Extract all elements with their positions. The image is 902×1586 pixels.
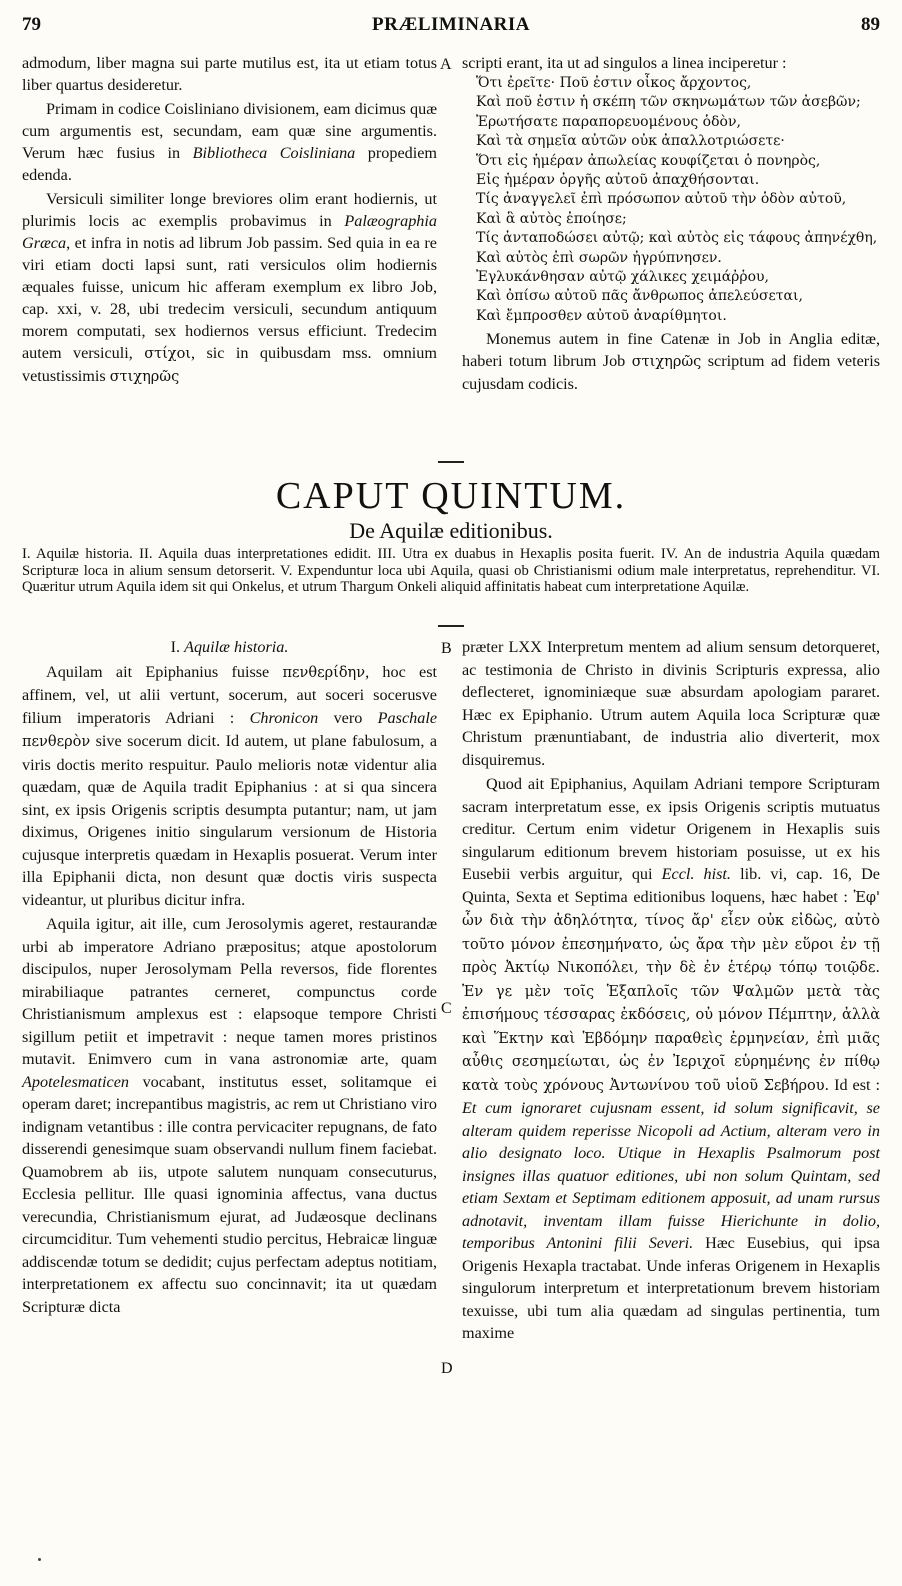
margin-marker-a: A	[440, 56, 452, 73]
margin-marker-d: D	[441, 1360, 453, 1377]
chapter-summary: I. Aquilæ historia. II. Aquila duas interpretationes edidit. III. Utra ex duabus in Hexaplis posita fuerit. IV. An de industria Aquila quædam Scripturæ loca in alium sensum detorserit. V. Expenduntur loca ubi Aquila, quasi ob Christianismi odium male interpretatus, reprehenditur. VI. Quæritur utrum Aquila idem sit qui Onkelus, et utrum Thargum Onkeli aliquid affinitatis habeat cum interpretatione Aquilæ.	[22, 546, 880, 595]
page-number-left: 79	[22, 14, 41, 35]
margin-marker-c: C	[441, 1000, 452, 1017]
paragraph: Aquilam ait Epiphanius fuisse πενθερίδην, hoc est affinem, vel, ut alii vertunt, socerum, aut soceri socerusve filium imperatoris Adriani : Chronicon vero Paschale πενθερὸν sive socerum dicit. Id autem, ut plane fabulosum, a viris doctis merito respuitur. Paulo melioris notæ videntur alia quædam, quæ de Aquila tradit Epiphanius : at si qua sincera sint, ex ipsis Origenis scriptis desumpta putantur; nam, ut jam diximus, Origenes initio singularum versionum de Historia cujusque interpretis quædam in Hexaplis posuerat. Verum inter illa Epiphanii dicta, non desunt quæ doctis viris suspecta videantur, ut pluribus dicitur infra.	[22, 662, 438, 909]
chapter-subtitle: De Aquilæ editionibus.	[349, 518, 553, 543]
paragraph: scripti erant, ita ut ad singulos a linea inciperetur :	[462, 54, 787, 72]
greek-verse: Καὶ ἃ αὐτὸς ἐποίησε;	[476, 210, 627, 227]
bottom-right-column	[462, 636, 880, 1345]
running-title: PRÆLIMINARIA	[372, 14, 530, 35]
bottom-left-column	[22, 636, 437, 1318]
greek-verse: Καὶ αὐτὸς ἐπὶ σωρῶν ἠγρύπνησεν.	[476, 249, 722, 266]
greek-verse: Ὅτι ἐρεῖτε· Ποῦ ἐστιν οἶκος ἄρχοντος,	[476, 75, 752, 91]
paragraph: Aquila igitur, ait ille, cum Jerosolymis ageret, restaurandæ urbi ab imperatore Adriano præpositus; atque apostolorum discipulos, nuper Jerosolymam Pella reversos, fide florentes mirabiliaque patrantes cerneret, compunctus corde Christianismum amplexus est : elapsoque tempore Christi sigillum petiit et impetravit : neque tamen mores pristinos mutavit. Enimvero cum in vana astronomiæ arte, quam Apotelesmaticen vocabant, institutus esset, solitamque ei operam daret; increpantibus magistris, ac rem ut Christiano viro indignam vetantibus : ille contra pervicaciter repugnans, de fato disserendi genesimque suam observandi nullum finem faciebat. Quamobrem ab iis, utpote salutem nunquam consecuturus, Ecclesia pellitur. Ille quasi ignominia affectus, vana ductus verecundia, Christianismum ejurat, ad Judæosque declinans circumciditur. Tum vehementi studio percitus, Hebraicæ linguæ addiscendæ totum se dedidit; cujus perfectam adeptus notitiam, interpretationem ex affectu suo concinnavit; ita ut quædam Scripturæ dicta	[22, 915, 437, 1316]
page-number-right: 89	[861, 14, 880, 35]
running-header	[22, 14, 880, 38]
greek-verse: Τίς ἀνταποδώσει αὐτῷ; καὶ αὐτὸς εἰς τάφους ἀπηνέχθη,	[476, 230, 878, 247]
paragraph: Primam in codice Coisliniano divisionem, eam dicimus quæ cum argumentis est, secundam, eam quæ sine argumentis. Verum hæc fusius in Bibliotheca Coisliniana propediem edenda.	[22, 100, 438, 184]
section-rule	[438, 625, 464, 627]
greek-verse: Καὶ ὀπίσω αὐτοῦ πᾶς ἄνθρωπος ἀπελεύσεται,	[476, 288, 803, 305]
section-heading: I. Aquilæ historia.	[170, 638, 289, 656]
greek-verse: Τίς ἀναγγελεῖ ἐπὶ πρόσωπον αὐτοῦ τὴν ὁδὸν αὐτοῦ,	[476, 191, 847, 208]
top-left-column	[22, 52, 437, 388]
section-rule	[438, 461, 464, 463]
paragraph: admodum, liber magna sui parte mutilus est, ita ut etiam totus liber quartus desideretur.	[22, 54, 437, 94]
greek-verse: Ἐρωτήσατε παραπορευομένους ὁδὸν,	[476, 113, 741, 130]
greek-verse: Καὶ ποῦ ἐστιν ἡ σκέπη τῶν σκηνωμάτων τῶν ἀσεβῶν;	[476, 94, 861, 111]
paragraph: Quod ait Epiphanius, Aquilam Adriani tempore Scripturam sacram interpretatum esse, ex ipsis Origenis scriptis mutuatus creditur. Certum enim videtur Origenem in Hexaplis suis singularum editionum brevem historiam posuisse, ut ex his Eusebii verbis arguitur, qui Eccl. hist. lib. vi, cap. 16, De Quinta, Sexta et Septima editionibus loquens, hæc habet : Ἐφ' ὧν διὰ τὴν ἀδηλότητα, τίνος ἄρ' εἶεν οὐκ εἰδὼς, αὐτὸ τοῦτο μόνον ἐπεσημήνατο, ὡς ἄρα τὴν μὲν εὕροι ἐν τῇ πρὸς Ἀκτίῳ Νικοπόλει, τὴν δὲ ἐν ἑτέρῳ τόπῳ τοιῷδε. Ἐν γε μὲν τοῖς Ἑξαπλοῖς τῶν Ψαλμῶν μετὰ τὰς ἐπισήμους τέσσαρας ἐκδόσεις, οὐ μόνον Πέμπτην, ἀλλὰ καὶ Ἕκτην καὶ Ἑβδόμην παραθεὶς ἑρμηνείαν, ἐπὶ μιᾶς αὖθις σεσημείωται, ὡς ἐν Ἰεριχοῖ εὑρημένης ἐν πίθῳ κατὰ τοὺς χρόνους Ἀντωνίνου τοῦ υἱοῦ Σεβήρου. Id est : Et cum ignoraret cujusnam essent, id solum significavit, se alteram quidem reperisse Nicopoli ad Actium, alteram vero in alio designato loco. Utique in Hexaplis Psalmorum post insignes illas quatuor editiones, ubi non solum Quintam, sed etiam Sextam et Septimam editionem apposuit, ad unam rursus adnotavit, inventam illam fuisse Hierichunte in dolio, temporibus Antonini filii Severi. Hæc Eusebius, qui ipsa Origenis Hexapla tractabat. Unde inferas Origenem in Hexaplis singulorum interpretum et interpretationum brevem historiam texuisse, ubi tum alia quædam ad singulas pertinentia, tum maxime	[462, 775, 880, 1342]
paragraph: Versiculi similiter longe breviores olim erant hodiernis, ut plurimis locis ac exemplis probavimus in Palæographia Græca, et infra in notis ad librum Job passim. Sed quia in ea re viri etiam docti lapsi sunt, rati versiculos olim hodiernis æquales fuisse, unicum hic afferam exemplum ex libro Job, cap. xxi, v. 28, ubi tredecim versiculi, secundum antiquum morem computati, sex hodiernos versus efficiunt. Tredecim autem versiculi, στίχοι, sic in quibusdam mss. omnium vetustissimis στιχηρῶς	[22, 190, 437, 385]
greek-verse: Ἐγλυκάνθησαν αὐτῷ χάλικες χειμάῤῥου,	[476, 269, 769, 286]
margin-marker-b: B	[441, 640, 452, 657]
greek-verse: Εἰς ἡμέραν ὀργῆς αὐτοῦ ἀπαχθήσονται.	[476, 172, 760, 189]
top-right-column	[462, 52, 880, 395]
margin-dot	[38, 1558, 41, 1561]
greek-verse: Καὶ ἔμπροσθεν αὐτοῦ ἀναρίθμητοι.	[476, 307, 727, 324]
paragraph: Monemus autem in fine Catenæ in Job in Anglia editæ, haberi totum librum Job στιχηρῶς scriptum ad fidem veteris cujusdam codicis.	[462, 330, 880, 394]
paragraph: præter LXX Interpretum mentem ad alium sensum detorqueret, ac testimonia de Christo in divinis Scripturis expressa, alio deflecteret, ignominiæque suæ absurdam apologiam pararet. Hæc ex Epiphanio. Utrum autem Aquila loca Scripturæ quæ Christum prænuntiabant, de industria alio diverterit, mox disquiremus.	[462, 638, 880, 769]
greek-verse: Καὶ τὰ σημεῖα αὐτῶν οὐκ ἀπαλλοτριώσετε·	[476, 133, 785, 150]
greek-verse: Ὅτι εἰς ἡμέραν ἀπωλείας κουφίζεται ὁ πονηρὸς,	[476, 152, 821, 169]
chapter-title: CAPUT QUINTUM.	[275, 475, 627, 517]
